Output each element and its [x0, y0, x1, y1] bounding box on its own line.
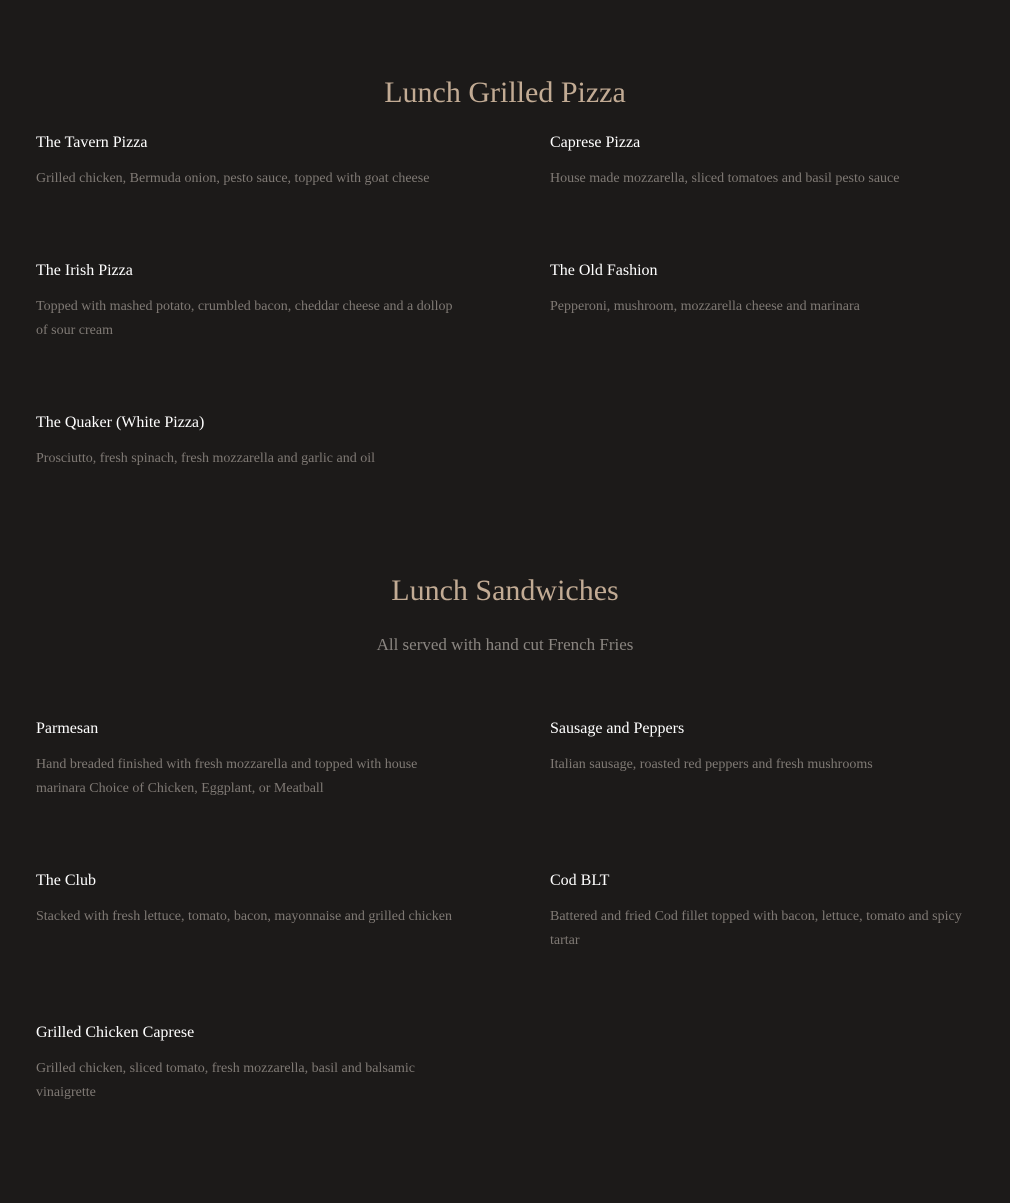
item-description: House made mozzarella, sliced tomatoes and basil pesto sauce [550, 171, 900, 186]
item-description: Hand breaded finished with fresh mozzarella and topped with house marinara Choice of Chicken, Eggplant, or Meatball [36, 757, 418, 796]
menu-item [36, 261, 466, 343]
item-description: Stacked with fresh lettuce, tomato, bacon, mayonnaise and grilled chicken [36, 909, 452, 924]
menu-item [36, 1023, 466, 1105]
section-subtitle: All served with hand cut French Fries [376, 635, 634, 654]
item-name: The Tavern Pizza [36, 134, 148, 151]
item-name: The Club [36, 872, 96, 889]
item-name: The Quaker (White Pizza) [36, 414, 205, 431]
item-name: Caprese Pizza [550, 134, 641, 151]
menu-item [550, 719, 980, 777]
menu-item [36, 133, 466, 191]
menu-item [550, 871, 980, 953]
item-description: Prosciutto, fresh spinach, fresh mozzarella and garlic and oil [36, 451, 375, 466]
menu-item [36, 413, 466, 471]
item-description: Grilled chicken, Bermuda onion, pesto sauce, topped with goat cheese [36, 171, 430, 186]
item-description: Battered and fried Cod fillet topped with bacon, lettuce, tomato and spicy tartar [550, 909, 962, 948]
item-name: The Irish Pizza [36, 262, 133, 279]
item-name: Parmesan [36, 720, 99, 737]
item-description: Pepperoni, mushroom, mozzarella cheese and marinara [550, 299, 860, 314]
item-description: Italian sausage, roasted red peppers and fresh mushrooms [550, 757, 873, 772]
menu-item [36, 871, 466, 929]
item-name: Grilled Chicken Caprese [36, 1024, 195, 1041]
menu-item [550, 261, 980, 319]
item-description: Grilled chicken, sliced tomato, fresh mozzarella, basil and balsamic vinaigrette [36, 1061, 416, 1100]
item-description: Topped with mashed potato, crumbled bacon, cheddar cheese and a dollop of sour cream [36, 299, 453, 338]
item-name: Sausage and Peppers [550, 720, 685, 737]
menu-item [36, 719, 466, 801]
section-title-sandwiches: Lunch Sandwiches [391, 574, 619, 607]
item-name: The Old Fashion [550, 262, 658, 279]
item-name: Cod BLT [550, 872, 610, 889]
section-title-pizza: Lunch Grilled Pizza [384, 76, 626, 109]
menu-item [550, 133, 980, 191]
